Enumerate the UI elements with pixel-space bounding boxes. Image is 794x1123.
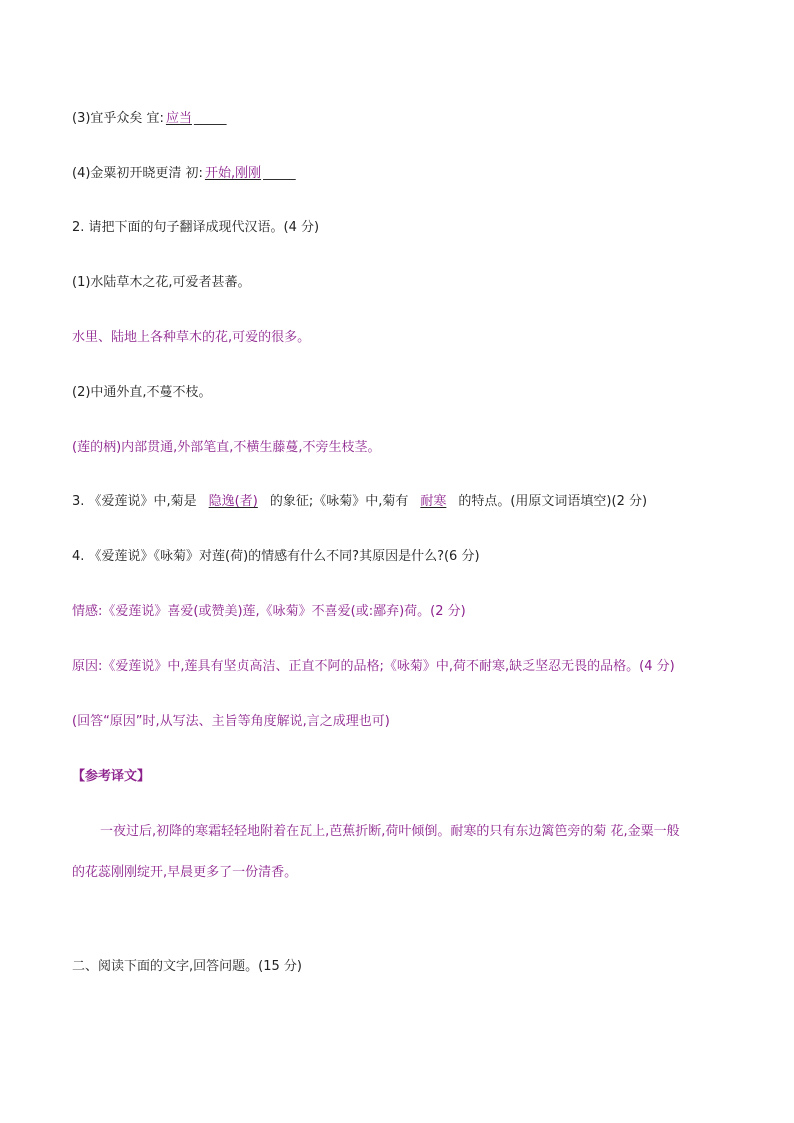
q3 — [72, 493, 647, 511]
q4-title: 4. 《爱莲说》《咏菊》对莲(荷)的情感有什么不同?其原因是什么?(6 分) — [72, 549, 480, 564]
q2-answer-1: 水里、陆地上各种草木的花,可爱的很多。 — [72, 330, 311, 345]
reference-line-1: 一夜过后,初降的寒霜轻轻地附着在瓦上,芭蕉折断,荷叶倾倒。耐寒的只有东边篱笆旁的菊 花,金粟一般 — [100, 824, 680, 839]
q1-item-4-prefix: (4)金粟初开晓更清 初: — [72, 166, 203, 181]
q1-item-3 — [72, 110, 226, 128]
q3-answer-2: 耐寒 — [420, 494, 447, 509]
q4-answer-note: (回答“原因”时,从写法、主旨等角度解说,言之成理也可) — [72, 714, 390, 729]
q1-item-4-answer: 开始,刚刚 — [204, 166, 262, 181]
q4-answer-reason: 原因:《爱莲说》中,莲具有坚贞高洁、正直不阿的品格;《咏菊》中,荷不耐寒,缺乏坚忍无畏的品格。(4 分) — [72, 659, 675, 674]
q3-part-3: 的特点。(用原文词语填空)(2 分) — [458, 494, 648, 509]
q1-item-3-answer: 应当 — [165, 111, 192, 126]
q3-part-2: 的象征;《咏菊》中,菊有 — [269, 494, 409, 509]
reference-line-2: 的花蕊刚刚绽开,早晨更多了一份清香。 — [72, 865, 298, 880]
q3-part-1: 3. 《爱莲说》中,菊是 — [72, 494, 197, 509]
q3-answer-1: 隐逸(者) — [208, 494, 258, 509]
q1-item-3-prefix: (3)宜乎众矣 宜: — [72, 111, 164, 126]
reference-heading: 【参考译文】 — [72, 769, 151, 784]
q1-item-4-blank: _____ — [263, 166, 296, 181]
section-2-title: 二、阅读下面的文字,回答问题。(15 分) — [72, 959, 302, 974]
q2-answer-2: (莲的柄)内部贯通,外部笔直,不横生藤蔓,不旁生枝茎。 — [72, 440, 381, 455]
q2-sentence-2: (2)中通外直,不蔓不枝。 — [72, 385, 212, 400]
q1-item-3-blank: _____ — [193, 111, 227, 126]
q4-answer-emotion: 情感:《爱莲说》喜爱(或赞美)莲,《咏菊》不喜爱(或:鄙弃)荷。(2 分) — [72, 604, 466, 619]
q2-sentence-1: (1)水陆草木之花,可爱者甚蕃。 — [72, 275, 251, 290]
q2-title: 2. 请把下面的句子翻译成现代汉语。(4 分) — [72, 220, 320, 235]
q1-item-4 — [72, 165, 296, 183]
